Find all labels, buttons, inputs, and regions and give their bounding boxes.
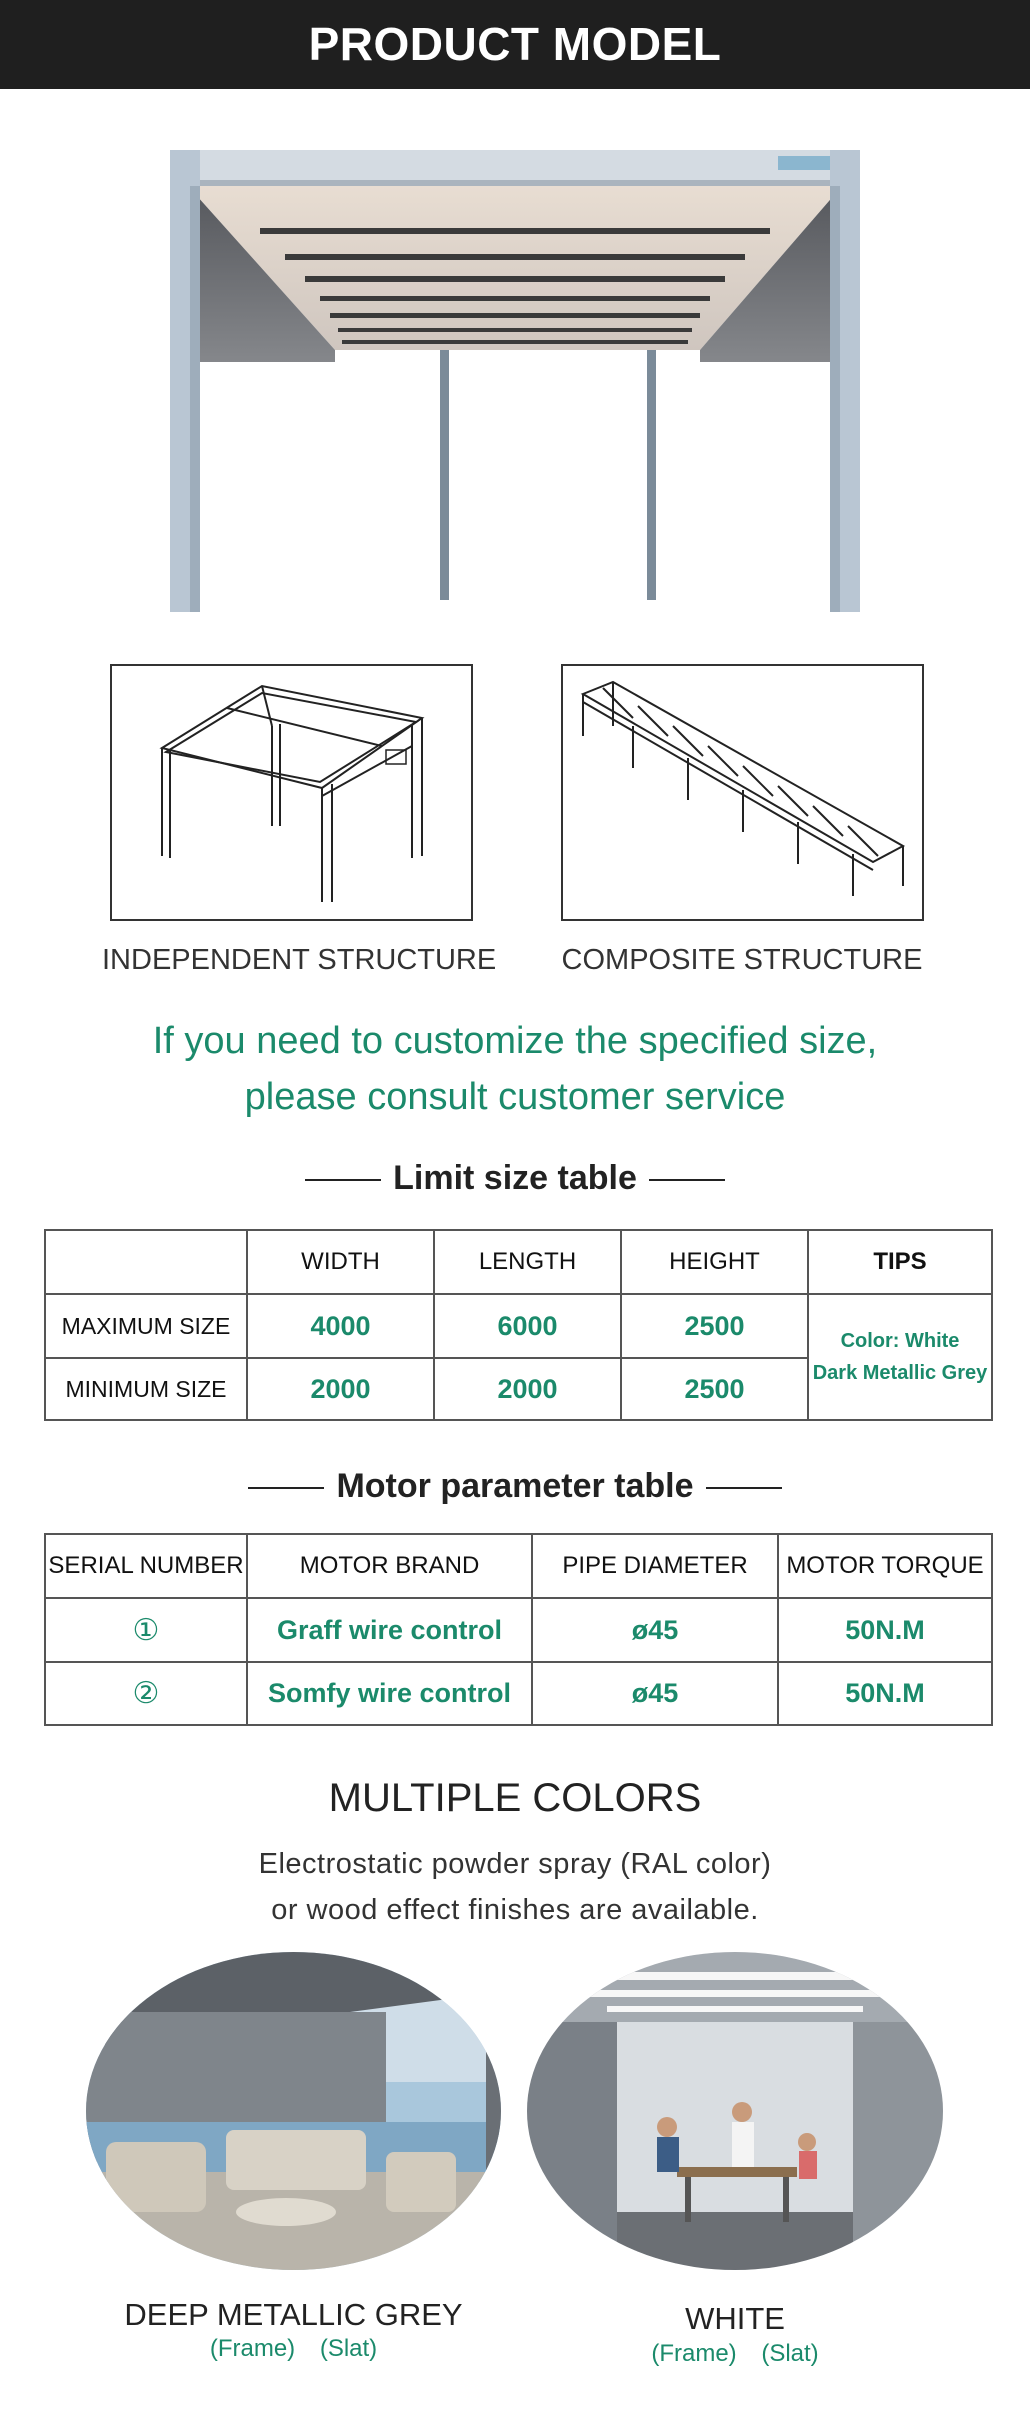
max-height: 2500 xyxy=(621,1294,808,1358)
colors-desc-line2: or wood effect finishes are available. xyxy=(271,1894,759,1926)
header-cell-length: LENGTH xyxy=(434,1230,621,1294)
title-rule-left xyxy=(248,1487,324,1489)
independent-structure-label: INDEPENDENT STRUCTURE xyxy=(102,944,497,976)
limit-table-title xyxy=(0,1159,1030,1198)
tips-line2: Dark Metallic Grey xyxy=(812,1362,988,1384)
header-cell-height: HEIGHT xyxy=(621,1230,808,1294)
brand-1: Graff wire control xyxy=(247,1598,532,1662)
limit-size-table xyxy=(44,1229,993,1421)
header-cell-tips: TIPS xyxy=(808,1230,992,1294)
title-rule-left xyxy=(305,1179,381,1181)
header-cell-width: WIDTH xyxy=(247,1230,434,1294)
torque-2: 50N.M xyxy=(778,1662,992,1725)
deep-metallic-grey-photo xyxy=(86,1952,501,2270)
table-row xyxy=(45,1598,992,1662)
min-height: 2500 xyxy=(621,1358,808,1420)
max-width: 4000 xyxy=(247,1294,434,1358)
motor-table-title-text: Motor parameter table xyxy=(336,1467,694,1505)
min-length: 2000 xyxy=(434,1358,621,1420)
colors-title: MULTIPLE COLORS xyxy=(328,1776,702,1820)
header-cell-torque: MOTOR TORQUE xyxy=(778,1534,992,1598)
header-cell-serial: SERIAL NUMBER xyxy=(45,1534,247,1598)
grey-color-name: DEEP METALLIC GREY xyxy=(124,2297,463,2332)
header-cell-empty xyxy=(45,1230,247,1294)
title-rule-right xyxy=(706,1487,782,1489)
white-photo xyxy=(527,1952,943,2270)
independent-structure-diagram xyxy=(110,664,473,921)
min-width: 2000 xyxy=(247,1358,434,1420)
serial-2: ② xyxy=(45,1662,247,1725)
serial-1: ① xyxy=(45,1598,247,1662)
pergola-photo xyxy=(170,150,866,612)
table-header-row xyxy=(45,1230,992,1294)
grey-frame-label: (Frame) xyxy=(209,2335,296,2362)
white-slat-label: (Slat) xyxy=(761,2340,819,2367)
table-row xyxy=(45,1662,992,1725)
pipe-1: ø45 xyxy=(532,1598,778,1662)
customize-note-line2: please consult customer service xyxy=(244,1076,786,1118)
torque-1: 50N.M xyxy=(778,1598,992,1662)
motor-table-title xyxy=(0,1467,1030,1506)
limit-table-title-text: Limit size table xyxy=(393,1159,637,1197)
grey-slat-label: (Slat) xyxy=(319,2335,378,2362)
tips-cell xyxy=(808,1294,992,1420)
max-length: 6000 xyxy=(434,1294,621,1358)
page-header: PRODUCT MODEL xyxy=(0,0,1030,89)
motor-parameter-table xyxy=(44,1533,993,1726)
header-cell-brand: MOTOR BRAND xyxy=(247,1534,532,1598)
row-label-max: MAXIMUM SIZE xyxy=(45,1294,247,1358)
title-rule-right xyxy=(649,1179,725,1181)
grey-color-sub xyxy=(86,2335,501,2363)
colors-desc-line1: Electrostatic powder spray (RAL color) xyxy=(258,1848,772,1880)
table-header-row xyxy=(45,1534,992,1598)
pipe-2: ø45 xyxy=(532,1662,778,1725)
row-label-min: MINIMUM SIZE xyxy=(45,1358,247,1420)
composite-structure-label: COMPOSITE STRUCTURE xyxy=(561,944,923,976)
header-cell-pipe: PIPE DIAMETER xyxy=(532,1534,778,1598)
customize-note-line1: If you need to customize the specified size, xyxy=(152,1020,878,1062)
white-color-name: WHITE xyxy=(685,2301,785,2336)
brand-2: Somfy wire control xyxy=(247,1662,532,1725)
white-color-sub xyxy=(527,2340,943,2368)
tips-line1: Color: White xyxy=(840,1330,960,1352)
white-frame-label: (Frame) xyxy=(651,2340,737,2367)
table-row xyxy=(45,1294,992,1358)
composite-structure-diagram xyxy=(561,664,924,921)
